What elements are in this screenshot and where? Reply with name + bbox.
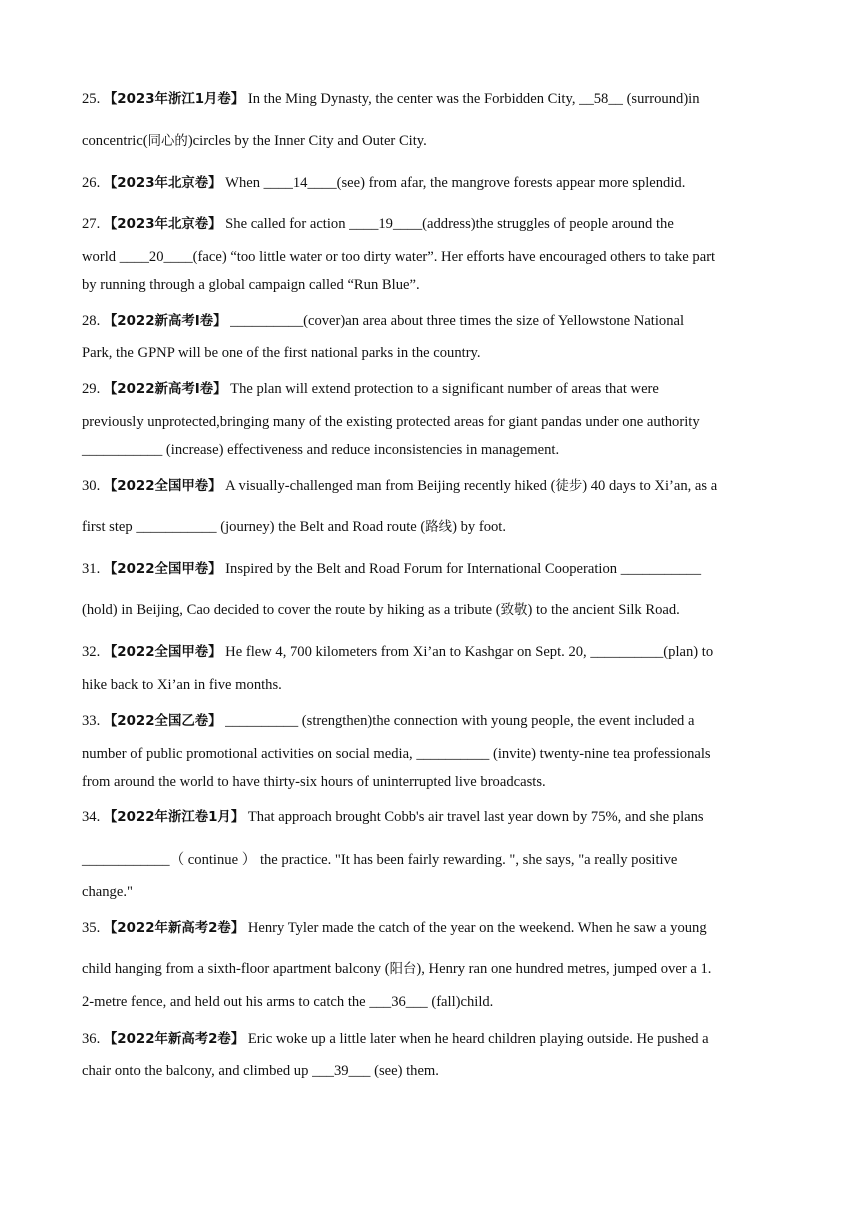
sentence-text: (surround)in bbox=[622, 91, 700, 107]
exam-source-tag: 【2022全国甲卷】 bbox=[103, 562, 222, 577]
question-26-first-line bbox=[82, 172, 685, 192]
chinese-gloss: 阳台 bbox=[389, 962, 417, 977]
question-line bbox=[82, 414, 700, 431]
sentence-text: number of public promotional activities on social media, __________ (invite) twenty-nine tea professionals bbox=[82, 746, 711, 762]
question-line bbox=[82, 516, 506, 536]
question-line bbox=[82, 277, 420, 294]
sentence-text: The plan will extend protection to a significant number of areas that were bbox=[226, 381, 659, 397]
sentence-text: hike back to Xi’an in five months. bbox=[82, 677, 282, 693]
question-line bbox=[82, 848, 677, 869]
sentence-text: When bbox=[221, 175, 264, 191]
sentence-text: In the Ming Dynasty, the center was the Forbidden City, bbox=[244, 91, 580, 107]
sentence-text: ), Henry ran one hundred metres, jumped over a 1. bbox=[416, 961, 712, 977]
sentence-text: __________(cover)an area about three times the size of Yellowstone National bbox=[226, 313, 685, 329]
sentence-text: )circles by the Inner City and Outer City. bbox=[187, 133, 427, 149]
sentence-text: Inspired by the Belt and Road Forum for International Cooperation ___________ bbox=[221, 561, 701, 577]
answer-blank: __58__ bbox=[579, 91, 623, 107]
sentence-text: ) by foot. bbox=[452, 519, 506, 535]
sentence-text: She called for action bbox=[221, 216, 350, 232]
question-line bbox=[82, 249, 715, 266]
sentence-text: __________ (strengthen)the connection with young people, the event included a bbox=[221, 713, 695, 729]
sentence-text: from around the world to have thirty-six hours of uninterrupted live broadcasts. bbox=[82, 774, 546, 790]
question-35-first-line bbox=[82, 917, 707, 937]
answer-blank: ___36___ bbox=[369, 994, 428, 1010]
question-line bbox=[82, 994, 493, 1011]
question-number: 32. bbox=[82, 644, 104, 660]
exam-source-tag: 【2022年新高考2卷】 bbox=[103, 921, 245, 936]
sentence-text: ) to the ancient Silk Road. bbox=[527, 602, 680, 618]
answer-blank: ____19____ bbox=[349, 216, 423, 232]
sentence-text: (face) “too little water or too dirty water”. Her efforts have encouraged others to take part bbox=[192, 249, 716, 265]
question-30-first-line bbox=[82, 475, 717, 495]
question-line bbox=[82, 774, 546, 791]
question-number: 31. bbox=[82, 561, 104, 577]
exam-source-tag: 【2023年浙江1月卷】 bbox=[103, 92, 245, 107]
exam-source-tag: 【2022全国乙卷】 bbox=[103, 714, 222, 729]
sentence-text: 2-metre fence, and held out his arms to catch the bbox=[82, 994, 370, 1010]
question-line bbox=[82, 345, 481, 362]
exam-source-tag: 【2022新高考I卷】 bbox=[103, 314, 227, 329]
question-line bbox=[82, 746, 711, 763]
chinese-gloss: 路线 bbox=[425, 520, 453, 535]
chinese-gloss: 同心的 bbox=[147, 134, 188, 149]
question-number: 36. bbox=[82, 1031, 104, 1047]
question-line bbox=[82, 958, 711, 978]
question-27-first-line bbox=[82, 213, 674, 233]
exam-source-tag: 【2022全国甲卷】 bbox=[103, 479, 222, 494]
exam-source-tag: 【2023年北京卷】 bbox=[103, 217, 222, 232]
sentence-text: chair onto the balcony, and climbed up bbox=[82, 1063, 313, 1079]
question-32-first-line bbox=[82, 641, 713, 661]
question-31-first-line bbox=[82, 558, 701, 578]
sentence-text: world bbox=[82, 249, 120, 265]
question-33-first-line bbox=[82, 710, 694, 730]
question-29-first-line bbox=[82, 378, 659, 398]
answer-blank: ____20____ bbox=[119, 249, 193, 265]
sentence-text: A visually-challenged man from Beijing recently hiked ( bbox=[221, 478, 556, 494]
question-number: 26. bbox=[82, 175, 104, 191]
exam-source-tag: 【2023年北京卷】 bbox=[103, 176, 222, 191]
sentence-text: Eric woke up a little later when he heard children playing outside. He pushed a bbox=[244, 1031, 709, 1047]
sentence-text: first step ___________ (journey) the Belt and Road route ( bbox=[82, 519, 426, 535]
question-line bbox=[82, 1063, 439, 1080]
sentence-text: (address)the struggles of people around the bbox=[422, 216, 674, 232]
sentence-text: (hold) in Beijing, Cao decided to cover the route by hiking as a tribute ( bbox=[82, 602, 501, 618]
question-line bbox=[82, 884, 133, 901]
chinese-gloss: 致敬 bbox=[500, 603, 528, 618]
sentence-text: ____________（ continue ） the practice. "It has been fairly rewarding. ", she says, "a really positive bbox=[82, 852, 678, 868]
exam-source-tag: 【2022年浙江卷1月】 bbox=[103, 810, 245, 825]
question-number: 30. bbox=[82, 478, 104, 494]
question-number: 34. bbox=[82, 809, 104, 825]
chinese-gloss: 徒步 bbox=[555, 479, 583, 494]
question-25-first-line bbox=[82, 88, 700, 108]
question-28-first-line bbox=[82, 310, 684, 330]
sentence-text: (see) them. bbox=[370, 1063, 439, 1079]
question-line bbox=[82, 442, 559, 459]
sentence-text: Park, the GPNP will be one of the first national parks in the country. bbox=[82, 345, 481, 361]
sentence-text: That approach brought Cobb's air travel last year down by 75%, and she plans bbox=[244, 809, 704, 825]
sentence-text: (fall)child. bbox=[427, 994, 494, 1010]
sentence-text: Henry Tyler made the catch of the year on the weekend. When he saw a young bbox=[244, 920, 707, 936]
question-36-first-line bbox=[82, 1028, 709, 1048]
exam-source-tag: 【2022新高考I卷】 bbox=[103, 382, 227, 397]
sentence-text: change." bbox=[82, 884, 133, 900]
question-line bbox=[82, 130, 427, 150]
exam-source-tag: 【2022年新高考2卷】 bbox=[103, 1032, 245, 1047]
answer-blank: ____14____ bbox=[263, 175, 337, 191]
exam-source-tag: 【2022全国甲卷】 bbox=[103, 645, 222, 660]
question-number: 28. bbox=[82, 313, 104, 329]
sentence-text: ___________ (increase) effectiveness and reduce inconsistencies in management. bbox=[82, 442, 560, 458]
answer-blank: ___39___ bbox=[312, 1063, 371, 1079]
sentence-text: concentric( bbox=[82, 133, 148, 149]
question-line bbox=[82, 599, 680, 619]
question-number: 35. bbox=[82, 920, 104, 936]
sentence-text: He flew 4, 700 kilometers from Xi’an to Kashgar on Sept. 20, __________(plan) to bbox=[221, 644, 714, 660]
question-34-first-line bbox=[82, 806, 704, 826]
sentence-text: ) 40 days to Xi’an, as a bbox=[582, 478, 718, 494]
question-number: 33. bbox=[82, 713, 104, 729]
question-number: 27. bbox=[82, 216, 104, 232]
question-number: 29. bbox=[82, 381, 104, 397]
sentence-text: child hanging from a sixth-floor apartment balcony ( bbox=[82, 961, 390, 977]
sentence-text: by running through a global campaign called “Run Blue”. bbox=[82, 277, 420, 293]
question-line bbox=[82, 677, 282, 694]
sentence-text: previously unprotected,bringing many of the existing protected areas for giant pandas under one authority bbox=[82, 414, 700, 430]
sentence-text: (see) from afar, the mangrove forests appear more splendid. bbox=[336, 175, 686, 191]
question-number: 25. bbox=[82, 91, 104, 107]
